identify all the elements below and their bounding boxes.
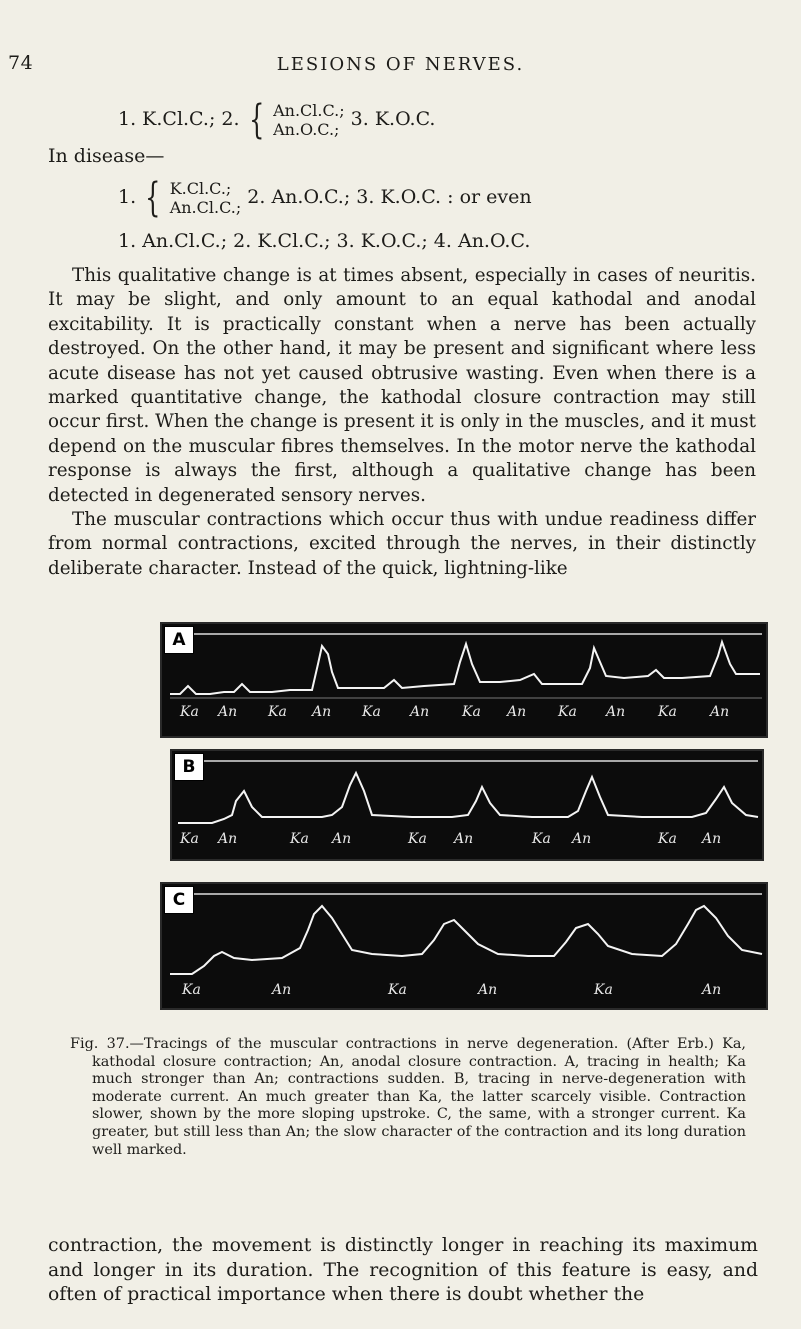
panel-a-label: An <box>218 704 238 720</box>
panel-b-label: Ka <box>532 831 551 847</box>
panel-a-tag: A <box>164 626 194 654</box>
panel-c-label: An <box>272 982 292 998</box>
panel-c-label: An <box>702 982 722 998</box>
panel-b-label: An <box>218 831 238 847</box>
panel-a-label: An <box>312 704 332 720</box>
paragraph-3: contraction, the movement is distinctly longer in reaching its maximum and longer in its duration. The recognition of this feature is easy, and often of practical importance when there is doubt whether the <box>48 1235 758 1306</box>
panel-a-label: An <box>606 704 626 720</box>
disease-label: In disease— <box>48 145 165 167</box>
panel-c-label: Ka <box>182 982 201 998</box>
panel-b-label: An <box>454 831 474 847</box>
formula-disease-1-top: K.Cl.C.; <box>169 179 232 198</box>
panel-a-label: Ka <box>658 704 677 720</box>
tracing-panel-b <box>170 749 764 861</box>
panel-a-label: An <box>710 704 730 720</box>
panel-c-label: Ka <box>388 982 407 998</box>
formula-disease-1-prefix: 1. <box>118 186 137 208</box>
left-brace-icon: { <box>248 97 264 143</box>
formula-normal <box>118 97 436 143</box>
panel-c-label: An <box>478 982 498 998</box>
panel-b-label: An <box>702 831 722 847</box>
formula-disease-1-rest: 2. An.O.C.; 3. K.O.C. : or even <box>247 186 532 208</box>
running-title: LESIONS OF NERVES. <box>276 54 525 75</box>
formula-normal-top: An.Cl.C.; <box>273 101 345 120</box>
tracing-c-graph <box>162 884 766 1008</box>
formula-disease-1 <box>118 175 532 221</box>
paragraph-2: The muscular contractions which occur thus with undue readiness differ from normal contractions, excited through the nerves, in their distinctly deliberate character. Instead of the quick, lightning-like <box>48 509 756 579</box>
panel-a-label: Ka <box>362 704 381 720</box>
panel-b-tag: B <box>174 753 204 781</box>
panel-b-label: Ka <box>290 831 309 847</box>
paragraph-1: This qualitative change is at times absent, especially in cases of neuritis. It may be slight, and only amount to an equal kathodal and anodal excitability. It is practically constant when a nerve has been actually destroyed. On the other hand, it may be present and significant where less acute disease has not yet caused obtrusive wasting. Even when there is a marked quantitative change, the kathodal closure contraction may still occur first. When the change is present it is only in the muscles, and it must depend on the muscular fibres themselves. In the motor nerve the kathodal response is always the first, although a qualitative change has been detected in degenerated sensory nerves. <box>48 265 756 506</box>
panel-a-label: Ka <box>268 704 287 720</box>
panel-a-label: An <box>410 704 430 720</box>
panel-a-label: Ka <box>462 704 481 720</box>
formula-disease-1-stack <box>170 179 242 217</box>
panel-b-label: Ka <box>658 831 677 847</box>
panel-a-label: Ka <box>558 704 577 720</box>
panel-a-label: Ka <box>180 704 199 720</box>
panel-b-label: An <box>332 831 352 847</box>
panel-b-label: Ka <box>180 831 199 847</box>
tracing-panel-a <box>160 622 768 738</box>
panel-b-label: An <box>572 831 592 847</box>
panel-a-label: An <box>507 704 527 720</box>
tracing-panel-c <box>160 882 768 1010</box>
figure-caption <box>70 1036 746 1159</box>
formula-disease-2: 1. An.Cl.C.; 2. K.Cl.C.; 3. K.O.C.; 4. An.O.C. <box>118 230 531 252</box>
formula-normal-part3: 3. K.O.C. <box>350 108 436 130</box>
page-header <box>0 52 801 82</box>
panel-b-label: Ka <box>408 831 427 847</box>
panel-c-tag: C <box>164 886 194 914</box>
body-text <box>48 264 756 581</box>
bottom-text <box>48 1234 758 1308</box>
panel-c-label: Ka <box>594 982 613 998</box>
formula-disease-1-bottom: An.Cl.C.; <box>169 198 242 217</box>
left-brace-icon: { <box>145 175 161 221</box>
page-number: 74 <box>8 52 34 74</box>
formula-normal-part1: 1. K.Cl.C.; 2. <box>118 108 240 130</box>
figure-caption-text: Fig. 37.—Tracings of the muscular contractions in nerve degeneration. (After Erb.) Ka, kathodal closure contraction; An, anodal closure contraction. A, tracing in health; Ka much stronger than An; contractions sudden. B, tracing in nerve-degeneration with moderate current. An much greater than Ka, the latter scarcely visible. Contraction slower, shown by the more sloping upstroke. C, the same, with a stronger current. Ka greater, but still less than An; the slow character of the contraction and its long duration well marked. <box>70 1036 746 1158</box>
formula-normal-bottom: An.O.C.; <box>273 120 340 139</box>
formula-normal-stack <box>273 101 345 139</box>
